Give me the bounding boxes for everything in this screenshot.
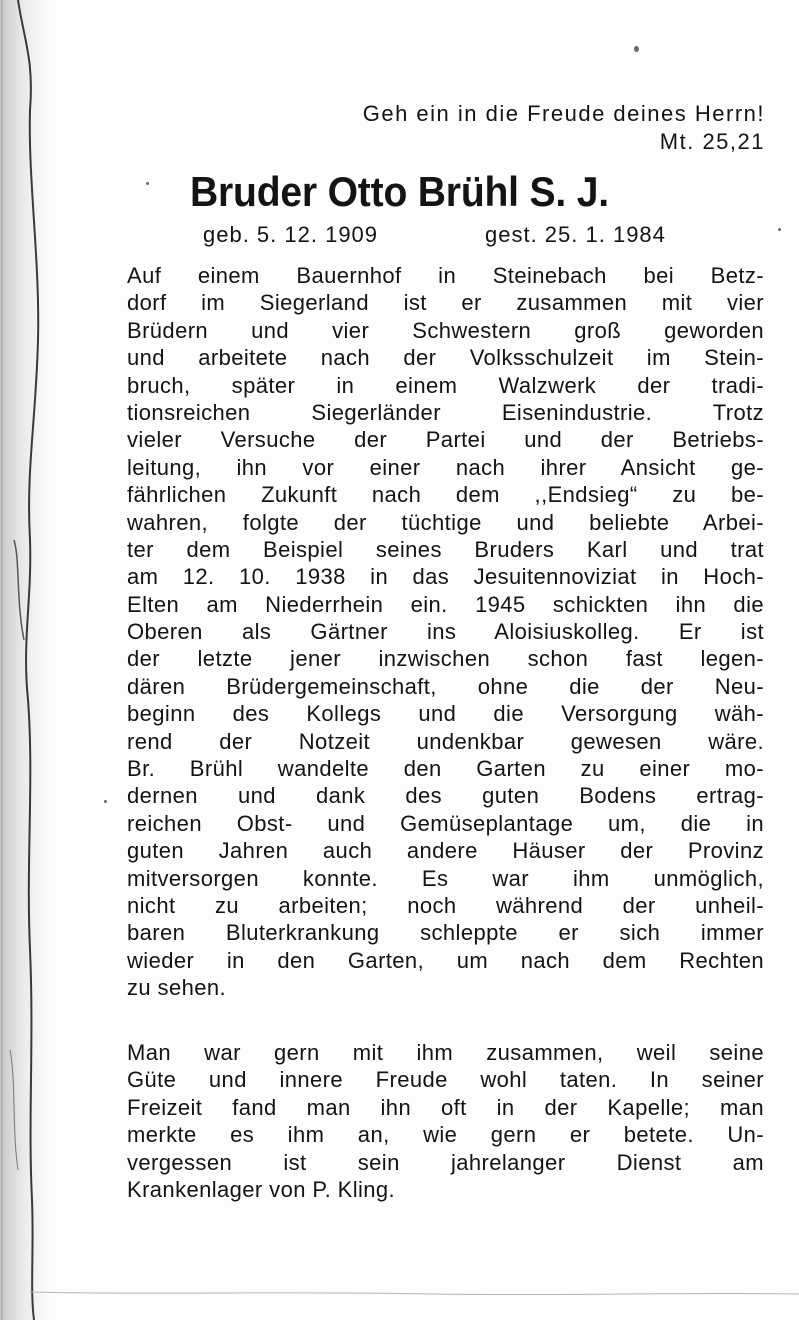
biography-line: beginn des Kollegs und die Versorgung wäh- bbox=[127, 701, 764, 727]
biography-line: guten Jahren auch andere Häuser der Provinz bbox=[127, 838, 764, 864]
biography-line: bruch, später in einem Walzwerk der tradi- bbox=[127, 372, 764, 398]
biography-line: der letzte jener inzwischen schon fast legen- bbox=[127, 646, 764, 672]
biography-line: ter dem Beispiel seines Bruders Karl und trat bbox=[127, 536, 764, 562]
scripture-motto bbox=[363, 100, 765, 156]
biography-line: wieder in den Garten, um nach dem Rechten bbox=[127, 947, 764, 973]
remembrance-line: Man war gern mit ihm zusammen, weil seine bbox=[127, 1040, 764, 1065]
biography-line: Brüdern und vier Schwestern groß geworden bbox=[127, 317, 764, 343]
deceased-name-heading: Bruder Otto Brühl S. J. bbox=[190, 168, 609, 215]
biography-line: dorf im Siegerland ist er zusammen mit vier bbox=[127, 290, 764, 316]
biography-line: wahren, folgte der tüchtige und beliebte Arbei- bbox=[127, 509, 764, 535]
biography-line: Elten am Niederrhein ein. 1945 schickten ihn die bbox=[127, 591, 764, 617]
biography-line: nicht zu arbeiten; noch während der unheil- bbox=[127, 892, 764, 918]
biography-line: reichen Obst- und Gemüseplantage um, die in bbox=[127, 810, 764, 836]
biography-line: dernen und dank des guten Bodens ertrag- bbox=[127, 783, 764, 809]
birth-date: geb. 5. 12. 1909 bbox=[203, 222, 379, 247]
remembrance-line: Krankenlager von P. Kling. bbox=[127, 1176, 396, 1202]
page-fold-shadow bbox=[0, 0, 50, 1320]
biography-line: tionsreichen Siegerländer Eisenindustrie. Trotz bbox=[127, 399, 764, 425]
remembrance-line: Güte und innere Freude wohl taten. In seiner bbox=[127, 1067, 764, 1093]
motto-quote: Geh ein in die Freude deines Herrn! bbox=[362, 101, 765, 126]
print-speck bbox=[146, 182, 149, 185]
biography-line: Auf einem Bauernhof in Steinebach bei Betz- bbox=[127, 263, 764, 288]
biography-line: am 12. 10. 1938 in das Jesuitennoviziat in Hoch- bbox=[127, 564, 764, 590]
page-bottom-edge bbox=[30, 1288, 799, 1300]
biography-line: zu sehen. bbox=[127, 975, 227, 1001]
remembrance-paragraph bbox=[127, 1039, 764, 1203]
biography-line: baren Bluterkrankung schleppte er sich immer bbox=[127, 920, 764, 946]
death-date: gest. 25. 1. 1984 bbox=[485, 222, 666, 247]
biography-line: Br. Brühl wandelte den Garten zu einer mo- bbox=[127, 756, 764, 782]
biography-paragraph bbox=[127, 262, 764, 1002]
biography-line: mitversorgen konnte. Es war ihm unmöglich, bbox=[127, 865, 764, 891]
biography-line: rend der Notzeit undenkbar gewesen wäre. bbox=[127, 728, 764, 754]
biography-line: und arbeitete nach der Volksschulzeit im Stein- bbox=[127, 345, 764, 371]
print-speck bbox=[778, 228, 781, 231]
remembrance-line: merkte es ihm an, wie gern er betete. Un- bbox=[127, 1122, 764, 1148]
biography-line: vieler Versuche der Partei und der Betriebs- bbox=[127, 427, 764, 453]
biography-line: fährlichen Zukunft nach dem ,,Endsieg“ zu be- bbox=[127, 482, 764, 508]
biography-line: dären Brüdergemeinschaft, ohne die der Neu- bbox=[127, 673, 764, 699]
remembrance-line: vergessen ist sein jahrelanger Dienst am bbox=[127, 1149, 764, 1175]
biography-line: Oberen als Gärtner ins Aloisiuskolleg. Er ist bbox=[127, 619, 764, 645]
biography-line: leitung, ihn vor einer nach ihrer Ansicht ge- bbox=[127, 454, 764, 480]
print-speck bbox=[104, 800, 107, 803]
motto-reference: Mt. 25,21 bbox=[659, 129, 765, 154]
print-speck bbox=[634, 46, 639, 52]
remembrance-line: Freizeit fand man ihn oft in der Kapelle; man bbox=[127, 1094, 764, 1120]
